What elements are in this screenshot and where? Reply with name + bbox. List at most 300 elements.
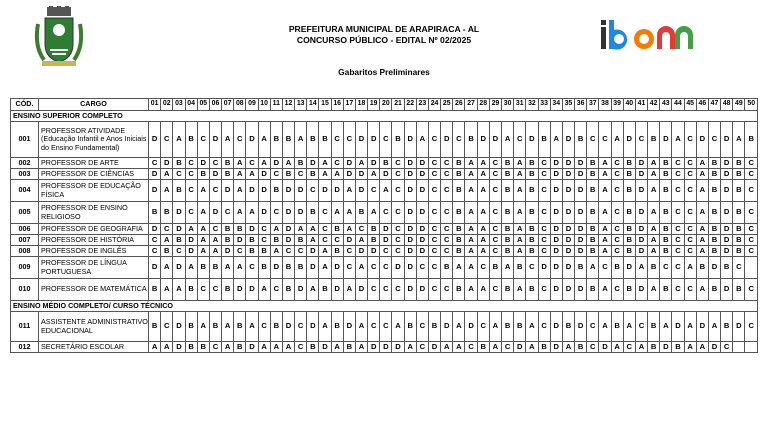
row-code: 005: [11, 202, 39, 224]
answer-cell: A: [501, 257, 513, 279]
answer-cell: C: [319, 202, 331, 224]
answer-cell: B: [173, 158, 185, 169]
column-header-question: 22: [404, 99, 416, 111]
answer-cell: A: [696, 169, 708, 180]
table-header-row: [11, 99, 758, 111]
answer-cell: B: [623, 180, 635, 202]
answer-cell: B: [733, 202, 745, 224]
answer-cell: A: [222, 342, 234, 353]
answer-cell: B: [587, 169, 599, 180]
answer-cell: A: [161, 257, 173, 279]
answer-cell: D: [575, 235, 587, 246]
answer-cell: A: [453, 312, 465, 342]
answer-cell: A: [234, 257, 246, 279]
row-code: 012: [11, 342, 39, 353]
column-header-question: 27: [465, 99, 477, 111]
answer-cell: D: [161, 158, 173, 169]
column-header-question: 35: [562, 99, 574, 111]
answer-cell: D: [404, 202, 416, 224]
answer-cell: D: [319, 180, 331, 202]
answer-cell: D: [575, 180, 587, 202]
header-title-line1: PREFEITURA MUNICIPAL DE ARAPIRACA - AL: [288, 24, 480, 34]
answer-cell: C: [380, 202, 392, 224]
answer-cell: A: [161, 279, 173, 301]
answer-cell: A: [648, 158, 660, 169]
answer-cell: D: [562, 224, 574, 235]
answer-cell: A: [733, 122, 745, 158]
column-header-question: 33: [538, 99, 550, 111]
row-code: 006: [11, 224, 39, 235]
answer-cell: B: [222, 169, 234, 180]
row-cargo: PROFESSOR DE CIÊNCIAS: [39, 169, 149, 180]
answer-cell: D: [173, 202, 185, 224]
answer-cell: B: [453, 279, 465, 301]
answer-cell: A: [258, 279, 270, 301]
answer-cell: C: [611, 235, 623, 246]
answer-cell: A: [477, 180, 489, 202]
answer-cell: C: [660, 257, 672, 279]
answer-cell: D: [635, 279, 647, 301]
answer-cell: B: [587, 224, 599, 235]
answer-cell: B: [209, 257, 221, 279]
answer-cell: B: [575, 342, 587, 353]
row-cargo: PROFESSOR DE GEOGRAFIA: [39, 224, 149, 235]
column-header-question: 18: [355, 99, 367, 111]
answer-cell: D: [441, 122, 453, 158]
answer-cell: C: [149, 158, 161, 169]
answer-cell: C: [745, 235, 758, 246]
answer-cell: B: [295, 158, 307, 169]
answer-cell: D: [234, 235, 246, 246]
answer-cell: D: [355, 279, 367, 301]
answer-cell: D: [635, 180, 647, 202]
answer-cell: A: [465, 224, 477, 235]
answer-cell: C: [416, 342, 428, 353]
answer-cell: C: [538, 279, 550, 301]
answer-cell: B: [587, 202, 599, 224]
answer-cell: B: [453, 224, 465, 235]
answer-cell: C: [209, 224, 221, 235]
answer-cell: B: [343, 342, 355, 353]
answer-cell: B: [611, 257, 623, 279]
answer-cell: D: [173, 312, 185, 342]
answer-cell: A: [477, 158, 489, 169]
answer-cell: B: [282, 279, 294, 301]
table-row: [11, 257, 758, 279]
section-row: [11, 301, 758, 312]
answer-cell: A: [355, 158, 367, 169]
answer-cell: A: [319, 257, 331, 279]
answer-cell: B: [501, 158, 513, 169]
answer-cell: C: [684, 169, 696, 180]
answer-cell: B: [587, 158, 599, 169]
row-code: 009: [11, 257, 39, 279]
answer-cell: C: [392, 202, 404, 224]
answer-cell: B: [587, 235, 599, 246]
answer-cell: A: [648, 235, 660, 246]
answer-cell: D: [562, 158, 574, 169]
answer-cell: A: [209, 235, 221, 246]
answer-cell: C: [380, 257, 392, 279]
answer-cell: A: [696, 246, 708, 257]
answer-cell: A: [526, 342, 538, 353]
answer-cell: C: [684, 246, 696, 257]
answer-cell: B: [185, 342, 197, 353]
answer-cell: C: [368, 180, 380, 202]
answer-cell: D: [343, 158, 355, 169]
answer-cell: C: [672, 257, 684, 279]
answer-cell: C: [672, 180, 684, 202]
answer-cell: D: [282, 235, 294, 246]
answer-cell: B: [526, 158, 538, 169]
answer-cell: B: [501, 279, 513, 301]
answer-cell: A: [197, 224, 209, 235]
answer-cell: A: [331, 342, 343, 353]
column-header-question: 02: [161, 99, 173, 111]
answer-cell: B: [672, 342, 684, 353]
answer-cell: B: [623, 169, 635, 180]
column-header-question: 04: [185, 99, 197, 111]
answer-cell: D: [404, 180, 416, 202]
answer-cell: C: [538, 224, 550, 235]
answer-cell: D: [307, 257, 319, 279]
answer-cell: D: [380, 169, 392, 180]
answer-cell: A: [514, 158, 526, 169]
answer-cell: A: [648, 279, 660, 301]
answer-cell: A: [307, 279, 319, 301]
answer-cell: A: [149, 342, 161, 353]
answer-cell: C: [392, 279, 404, 301]
column-header-question: 15: [319, 99, 331, 111]
answer-cell: A: [246, 312, 258, 342]
answer-cell: A: [599, 169, 611, 180]
answer-cell: C: [319, 224, 331, 235]
answer-cell: C: [538, 169, 550, 180]
answer-cell: B: [733, 224, 745, 235]
row-cargo: PROFESSOR DE INGLÊS: [39, 246, 149, 257]
answer-cell: D: [319, 342, 331, 353]
answer-cell: B: [185, 279, 197, 301]
answer-cell: B: [538, 342, 550, 353]
answer-cell: B: [623, 235, 635, 246]
answer-cell: A: [416, 122, 428, 158]
answer-cell: B: [733, 235, 745, 246]
answer-cell: B: [611, 312, 623, 342]
answer-cell: D: [550, 257, 562, 279]
row-cargo: PROFESSOR DE EDUCAÇÃO FÍSICA: [39, 180, 149, 202]
answer-cell: B: [660, 246, 672, 257]
answer-cell: C: [599, 257, 611, 279]
answer-cell: D: [404, 224, 416, 235]
answer-cell: C: [222, 202, 234, 224]
row-code: 002: [11, 158, 39, 169]
answer-cell: B: [708, 279, 720, 301]
answer-cell: C: [343, 257, 355, 279]
answer-cell: D: [392, 257, 404, 279]
answer-cell: B: [501, 224, 513, 235]
column-header-question: 28: [477, 99, 489, 111]
answer-cell: D: [343, 235, 355, 246]
answer-cell: A: [270, 342, 282, 353]
answer-cell: D: [550, 342, 562, 353]
column-header-question: 31: [514, 99, 526, 111]
answer-cell: B: [270, 312, 282, 342]
answer-cell: B: [453, 235, 465, 246]
answer-cell: C: [745, 312, 758, 342]
column-header-question: 49: [733, 99, 745, 111]
column-header-question: 24: [428, 99, 440, 111]
answer-cell: C: [587, 122, 599, 158]
answer-cell: D: [550, 202, 562, 224]
answer-cell: A: [319, 246, 331, 257]
answer-cell: C: [258, 224, 270, 235]
answer-cell: B: [708, 235, 720, 246]
row-code: 008: [11, 246, 39, 257]
answer-cell: A: [307, 235, 319, 246]
answer-cell: B: [173, 180, 185, 202]
column-header-question: 36: [575, 99, 587, 111]
answer-cell: C: [380, 279, 392, 301]
answer-cell: D: [660, 342, 672, 353]
column-header-question: 50: [745, 99, 758, 111]
table-row: [11, 246, 758, 257]
answer-cell: B: [587, 246, 599, 257]
answer-cell: B: [185, 312, 197, 342]
answer-cell: C: [538, 180, 550, 202]
answer-cell: C: [538, 312, 550, 342]
answer-cell: B: [745, 122, 758, 158]
answer-cell: B: [623, 224, 635, 235]
answer-cell: D: [246, 342, 258, 353]
answer-cell: C: [489, 169, 501, 180]
answer-cell: B: [197, 257, 209, 279]
answer-cell: B: [222, 279, 234, 301]
column-header-question: 46: [696, 99, 708, 111]
row-code: 001: [11, 122, 39, 158]
answer-cell: D: [538, 257, 550, 279]
answer-cell: D: [526, 122, 538, 158]
answer-cell: D: [562, 279, 574, 301]
column-header-question: 01: [149, 99, 161, 111]
answer-cell: A: [185, 224, 197, 235]
answer-cell: C: [428, 257, 440, 279]
answer-key-table: [10, 98, 758, 353]
answer-cell: A: [161, 235, 173, 246]
answer-cell: D: [635, 158, 647, 169]
answer-cell: A: [465, 158, 477, 169]
answer-cell: [745, 257, 758, 279]
answer-cell: D: [635, 169, 647, 180]
answer-cell: C: [745, 158, 758, 169]
answer-cell: A: [648, 246, 660, 257]
answer-cell: A: [465, 246, 477, 257]
answer-cell: A: [161, 169, 173, 180]
answer-cell: D: [721, 180, 733, 202]
answer-cell: B: [733, 279, 745, 301]
answer-cell: D: [404, 257, 416, 279]
answer-cell: D: [355, 169, 367, 180]
answer-cell: D: [392, 342, 404, 353]
answer-cell: A: [672, 122, 684, 158]
answer-cell: D: [550, 224, 562, 235]
answer-cell: A: [648, 169, 660, 180]
answer-cell: C: [392, 224, 404, 235]
answer-cell: C: [599, 122, 611, 158]
answer-cell: C: [684, 224, 696, 235]
answer-cell: A: [319, 169, 331, 180]
answer-cell: D: [428, 342, 440, 353]
answer-cell: B: [234, 312, 246, 342]
answer-cell: D: [368, 122, 380, 158]
answer-cell: A: [599, 246, 611, 257]
row-cargo: PROFESSOR DE ENSINO RELIGIOSO: [39, 202, 149, 224]
answer-cell: D: [721, 158, 733, 169]
answer-cell: A: [234, 169, 246, 180]
answer-cell: B: [538, 122, 550, 158]
section-title: ENSINO SUPERIOR COMPLETO: [11, 111, 758, 122]
answer-cell: C: [526, 257, 538, 279]
answer-cell: A: [526, 312, 538, 342]
answer-cell: C: [161, 312, 173, 342]
answer-cell: D: [575, 158, 587, 169]
answer-cell: C: [489, 246, 501, 257]
answer-cell: D: [149, 257, 161, 279]
answer-cell: B: [501, 202, 513, 224]
answer-cell: C: [684, 158, 696, 169]
answer-cell: B: [708, 224, 720, 235]
answer-cell: D: [721, 246, 733, 257]
answer-cell: D: [209, 122, 221, 158]
answer-cell: C: [428, 224, 440, 235]
answer-cell: C: [246, 158, 258, 169]
answer-cell: A: [441, 342, 453, 353]
answer-cell: C: [477, 312, 489, 342]
answer-cell: B: [258, 246, 270, 257]
answer-cell: B: [404, 312, 416, 342]
answer-cell: D: [282, 202, 294, 224]
answer-cell: D: [623, 257, 635, 279]
table-row: [11, 235, 758, 246]
answer-cell: A: [635, 257, 647, 279]
answer-cell: A: [197, 246, 209, 257]
answer-cell: D: [149, 180, 161, 202]
answer-cell: B: [575, 257, 587, 279]
answer-cell: B: [185, 122, 197, 158]
answer-cell: C: [672, 202, 684, 224]
answer-cell: B: [197, 169, 209, 180]
answer-cell: A: [477, 169, 489, 180]
answer-cell: A: [355, 312, 367, 342]
column-header-question: 26: [453, 99, 465, 111]
answer-cell: B: [477, 342, 489, 353]
answer-cell: D: [575, 312, 587, 342]
answer-cell: B: [149, 279, 161, 301]
answer-cell: D: [562, 122, 574, 158]
answer-cell: A: [501, 122, 513, 158]
row-cargo: PROFESSOR DE MATEMÁTICA: [39, 279, 149, 301]
answer-cell: B: [501, 169, 513, 180]
answer-cell: B: [696, 257, 708, 279]
answer-cell: B: [282, 257, 294, 279]
answer-cell: D: [721, 224, 733, 235]
answer-cell: C: [343, 246, 355, 257]
answer-cell: B: [234, 342, 246, 353]
answer-cell: C: [441, 180, 453, 202]
answer-cell: B: [648, 257, 660, 279]
answer-cell: D: [149, 169, 161, 180]
answer-cell: D: [404, 122, 416, 158]
answer-cell: D: [295, 202, 307, 224]
row-code: 004: [11, 180, 39, 202]
answer-cell: A: [380, 180, 392, 202]
answer-cell: D: [343, 169, 355, 180]
column-header-question: 20: [380, 99, 392, 111]
answer-cell: A: [282, 342, 294, 353]
answer-cell: C: [380, 122, 392, 158]
answer-cell: B: [708, 202, 720, 224]
answer-cell: D: [295, 180, 307, 202]
answer-cell: A: [562, 342, 574, 353]
answer-cell: B: [489, 257, 501, 279]
answer-cell: D: [209, 202, 221, 224]
column-header-cargo: CARGO: [39, 99, 149, 111]
answer-cell: B: [307, 169, 319, 180]
answer-cell: C: [368, 312, 380, 342]
answer-cell: A: [246, 202, 258, 224]
table-row: [11, 312, 758, 342]
answer-cell: D: [270, 158, 282, 169]
answer-cell: D: [635, 224, 647, 235]
column-header-question: 37: [587, 99, 599, 111]
answer-cell: A: [282, 158, 294, 169]
column-header-question: 21: [392, 99, 404, 111]
column-header-question: 39: [611, 99, 623, 111]
column-header-question: 44: [672, 99, 684, 111]
answer-cell: C: [611, 158, 623, 169]
answer-cell: A: [648, 180, 660, 202]
answer-cell: C: [331, 235, 343, 246]
answer-cell: B: [307, 342, 319, 353]
answer-cell: A: [477, 235, 489, 246]
answer-cell: B: [282, 169, 294, 180]
answer-cell: D: [672, 312, 684, 342]
answer-cell: A: [355, 235, 367, 246]
answer-cell: D: [270, 257, 282, 279]
answer-cell: D: [416, 224, 428, 235]
answer-cell: D: [721, 235, 733, 246]
answer-cell: B: [660, 169, 672, 180]
answer-cell: A: [222, 312, 234, 342]
answer-cell: A: [465, 257, 477, 279]
answer-cell: C: [368, 257, 380, 279]
answer-cell: A: [696, 342, 708, 353]
answer-cell: C: [623, 342, 635, 353]
answer-cell: C: [368, 279, 380, 301]
column-header-question: 43: [660, 99, 672, 111]
answer-cell: C: [428, 246, 440, 257]
answer-cell: D: [635, 202, 647, 224]
column-header-question: 11: [270, 99, 282, 111]
answer-cell: D: [477, 122, 489, 158]
answer-cell: C: [441, 202, 453, 224]
answer-cell: A: [343, 180, 355, 202]
answer-cell: B: [380, 158, 392, 169]
answer-cell: A: [477, 246, 489, 257]
row-code: 003: [11, 169, 39, 180]
answer-cell: D: [514, 342, 526, 353]
answer-cell: C: [684, 202, 696, 224]
table-row: [11, 169, 758, 180]
